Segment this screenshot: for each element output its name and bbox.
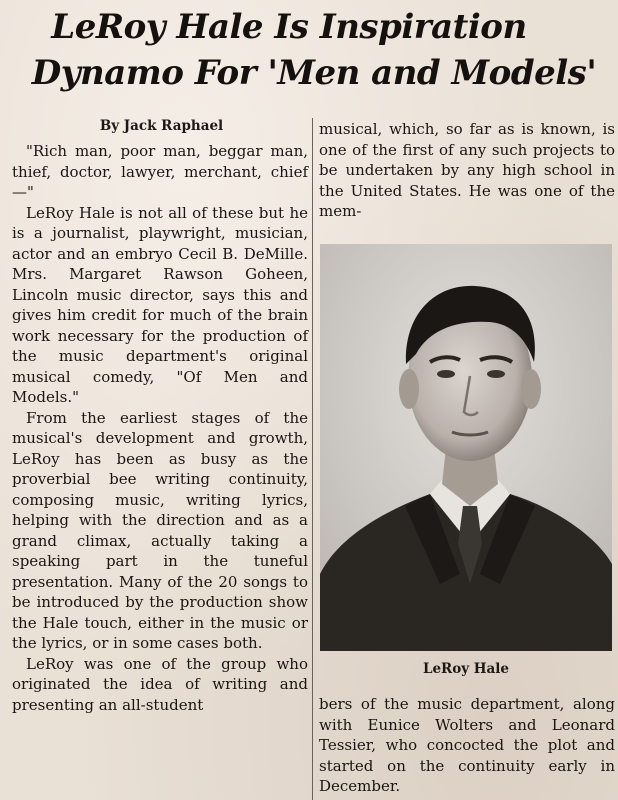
paragraph: bers of the music department, along with Eunice Wolters and Leonard Tessier, who concocted the plot and started on the continuity early in December.: [319, 695, 615, 795]
headline-line-2: Dynamo For 'Men and Models': [31, 53, 597, 93]
article-column-left: [12, 141, 308, 715]
article-column-right-bottom: [319, 694, 615, 797]
portrait-photo: [320, 244, 612, 651]
byline: By Jack Raphael: [99, 118, 224, 134]
paragraph: LeRoy Hale is not all of these but he is a journalist, playwright, musician, actor and an embryo Cecil B. DeMille. Mrs. Margaret Rawson Goheen, Lincoln music director, says this and gives him credit for much of the brain work necessary for the production of the music department's original musical comedy, "Of Men and Models.": [12, 203, 308, 406]
paragraph: "Rich man, poor man, beggar man, thief, doctor, lawyer, merchant, chief—": [12, 142, 308, 201]
column-divider: [312, 118, 313, 800]
headline: [0, 4, 618, 96]
photo-caption: LeRoy Hale: [422, 661, 510, 677]
article-column-right-top: [319, 119, 615, 222]
portrait-illustration: [320, 244, 612, 651]
headline-line-1: LeRoy Hale Is Inspiration: [51, 7, 527, 47]
paragraph: From the earliest stages of the musical's development and growth, LeRoy has been as busy as the proverbial bee writing continuity, composing music, writing lyrics, helping with the direction and as a grand climax, actually taking a speaking part in the tuneful presentation. Many of the 20 songs to be introduced by the production show the Hale touch, either in the music or the lyrics, or in some cases both.: [12, 408, 308, 652]
paragraph: LeRoy was one of the group who originated the idea of writing and presenting an all-student: [12, 654, 308, 714]
paragraph: musical, which, so far as is known, is one of the first of any such projects to be undertaken by any high school in the United States. He was one of the mem-: [319, 120, 615, 220]
